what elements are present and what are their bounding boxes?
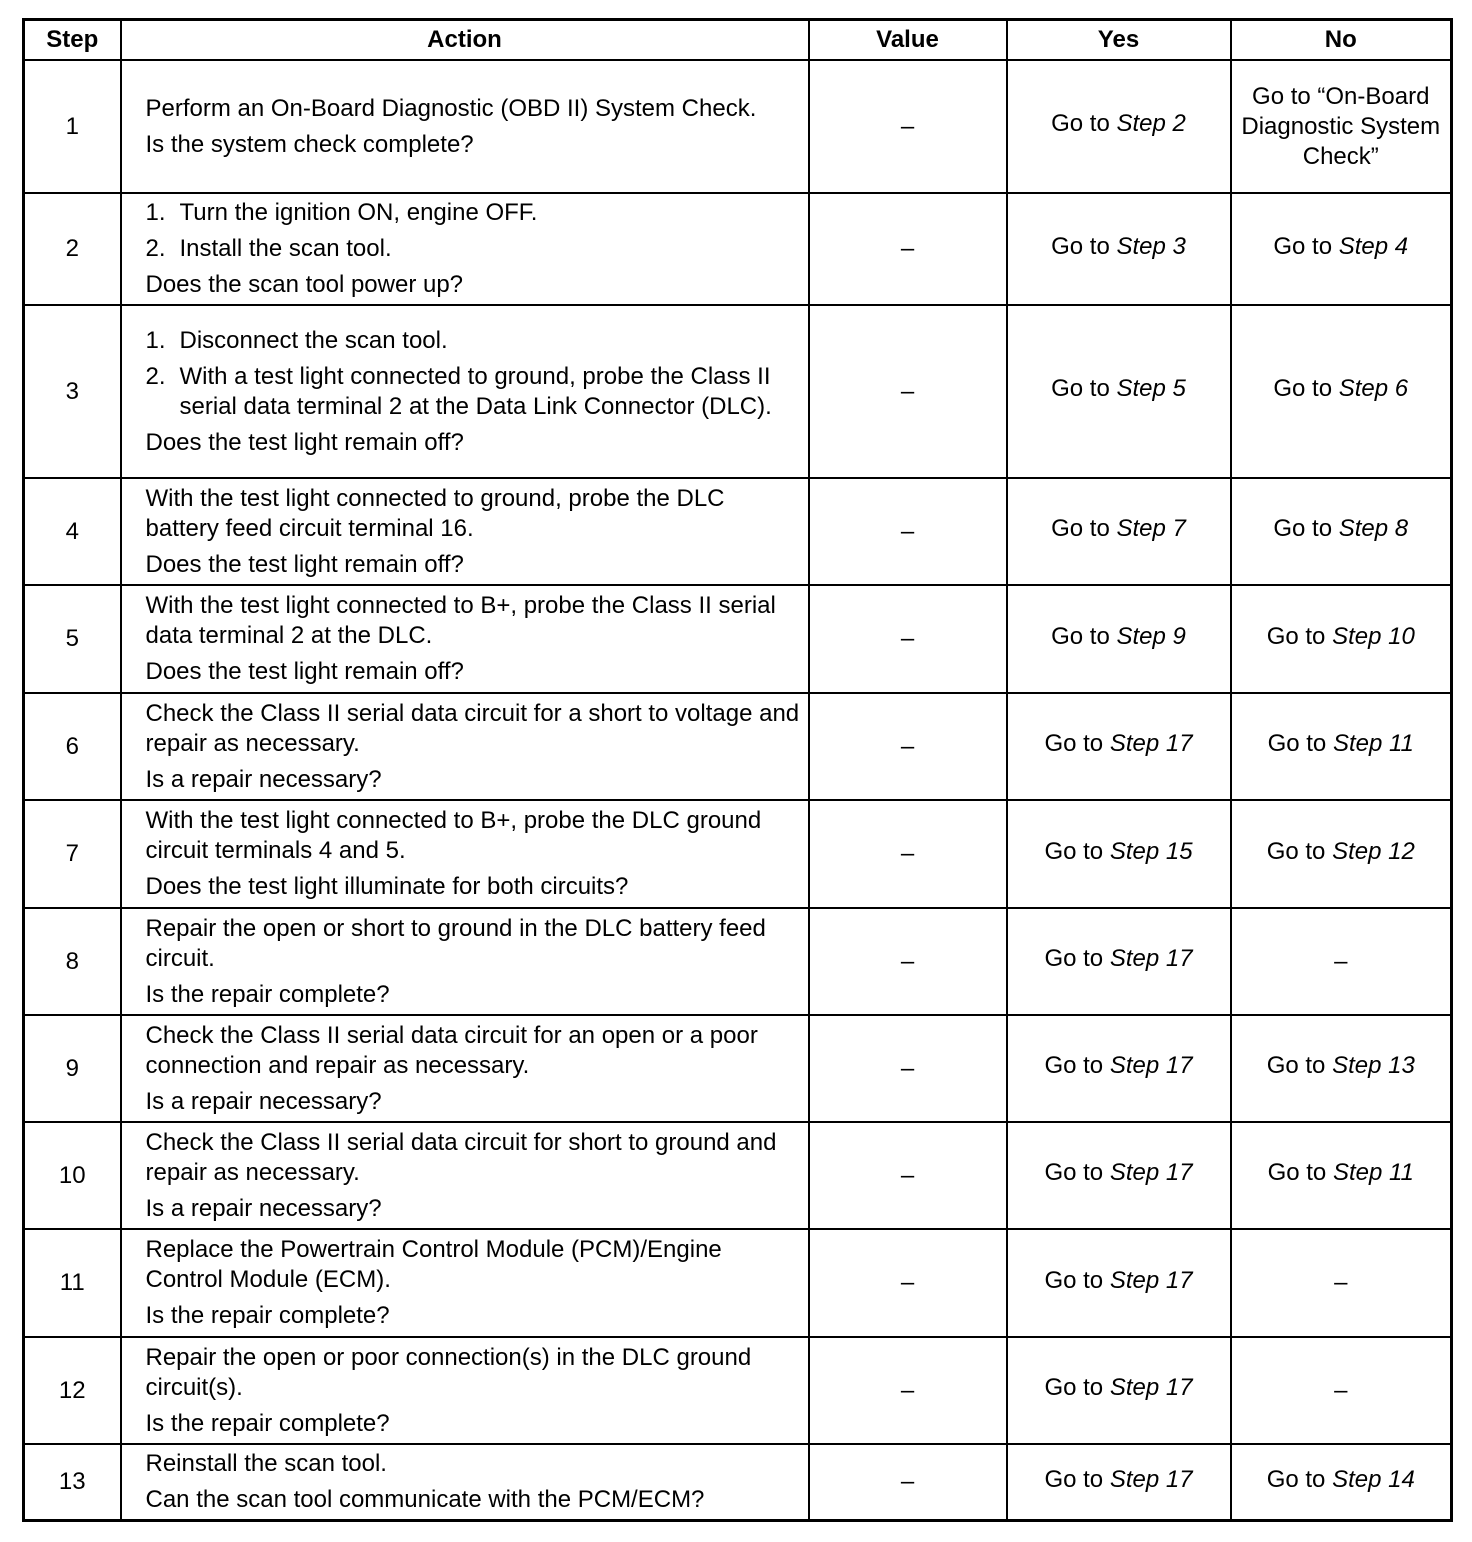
no-cell (1231, 305, 1452, 478)
no-step-link: Step 13 (1332, 1052, 1415, 1079)
step-number: 5 (24, 585, 121, 693)
step-number: 12 (24, 1337, 121, 1444)
header-value: Value (809, 20, 1007, 61)
action-cell (121, 1122, 809, 1229)
yes-cell (1007, 193, 1231, 305)
goto-label: Go to (1266, 622, 1326, 650)
table-row (24, 60, 1452, 193)
yes-cell (1007, 585, 1231, 693)
item-text: Disconnect the scan tool. (179, 326, 448, 354)
no-step-link: Step 14 (1332, 1465, 1415, 1493)
yes-cell (1007, 800, 1231, 908)
table-row (24, 1444, 1452, 1521)
yes-step-link: Step 7 (1116, 515, 1186, 542)
value-cell: – (809, 1122, 1007, 1229)
action-question: Is a repair necessary? (145, 1194, 382, 1222)
action-question: Is a repair necessary? (145, 765, 382, 793)
action-text: Perform an On-Board Diagnostic (OBD II) System Check. (145, 94, 757, 122)
goto-label: Go to (1273, 515, 1333, 542)
yes-step-link: Step 17 (1109, 1374, 1193, 1401)
yes-cell (1007, 478, 1231, 585)
yes-step-link: Step 2 (1116, 110, 1186, 137)
step-number: 10 (24, 1122, 121, 1229)
value-cell: – (809, 1015, 1007, 1122)
yes-step-link: Step 17 (1109, 730, 1193, 757)
goto-label: Go to (1044, 837, 1104, 865)
table-row (24, 585, 1452, 693)
action-cell (121, 585, 809, 693)
yes-step-link: Step 17 (1109, 945, 1193, 972)
goto-label: Go to (1273, 232, 1333, 260)
action-text: Check the Class II serial data circuit for an open or a poor connection and repair as necessary. (145, 1021, 758, 1079)
step-number: 4 (24, 478, 121, 585)
value-cell: – (809, 1229, 1007, 1337)
table-row (24, 1122, 1452, 1229)
yes-step-link: Step 17 (1109, 1465, 1193, 1493)
action-cell (121, 478, 809, 585)
header-no: No (1231, 20, 1452, 61)
action-text: Repair the open or short to ground in the DLC battery feed circuit. (145, 914, 766, 972)
action-list-item (146, 198, 802, 228)
action-question: Does the test light remain off? (145, 658, 464, 685)
action-list-item (146, 362, 802, 422)
yes-cell (1007, 60, 1231, 193)
yes-cell (1007, 1444, 1231, 1521)
yes-step-link: Step 15 (1109, 837, 1193, 865)
table-row (24, 693, 1452, 800)
goto-label: Go to (1051, 515, 1110, 542)
goto-label: Go to (1266, 837, 1326, 865)
action-text: With the test light connected to ground, probe the DLC battery feed circuit terminal 16. (145, 484, 725, 542)
action-question: Is the repair complete? (145, 980, 390, 1008)
value-cell: – (809, 305, 1007, 478)
action-text: Replace the Powertrain Control Module (PCM)/Engine Control Module (ECM). (145, 1236, 722, 1293)
no-cell (1231, 1444, 1452, 1521)
action-question: Does the test light remain off? (145, 428, 464, 456)
goto-label: Go to (1044, 945, 1104, 972)
action-cell (121, 1015, 809, 1122)
item-number: 1. (145, 326, 166, 354)
goto-label: Go to (1044, 1159, 1104, 1186)
action-text: Repair the open or poor connection(s) in the DLC ground circuit(s). (145, 1343, 752, 1401)
action-question: Is the repair complete? (145, 1302, 390, 1329)
yes-cell (1007, 1337, 1231, 1444)
yes-cell (1007, 693, 1231, 800)
action-text: With the test light connected to B+, probe the DLC ground circuit terminals 4 and 5. (145, 807, 762, 864)
step-number: 1 (24, 60, 121, 193)
action-question: Does the test light remain off? (145, 550, 464, 578)
table-row (24, 800, 1452, 908)
item-number: 2. (145, 235, 166, 262)
goto-label: Go to (1051, 375, 1110, 402)
item-text: Install the scan tool. (179, 235, 392, 262)
table-row (24, 193, 1452, 305)
goto-label: Go to (1044, 730, 1104, 757)
goto-label: Go to (1267, 730, 1327, 757)
value-cell: – (809, 193, 1007, 305)
action-cell (121, 60, 809, 193)
header-row (24, 20, 1452, 61)
item-number: 2. (145, 362, 166, 390)
yes-step-link: Step 9 (1116, 622, 1186, 650)
action-cell (121, 800, 809, 908)
no-cell (1231, 478, 1452, 585)
yes-step-link: Step 5 (1116, 375, 1186, 402)
no-cell: – (1231, 908, 1452, 1015)
table-row (24, 1229, 1452, 1337)
action-cell (121, 1229, 809, 1337)
no-step-link: Step 10 (1332, 622, 1415, 650)
goto-label: Go to (1051, 622, 1110, 650)
no-step-link: Step 11 (1332, 1159, 1414, 1186)
header-step: Step (24, 20, 121, 61)
action-cell (121, 693, 809, 800)
yes-step-link: Step 17 (1109, 1266, 1193, 1294)
no-step-link: Step 11 (1332, 730, 1414, 757)
yes-cell (1007, 1229, 1231, 1337)
yes-cell (1007, 1122, 1231, 1229)
goto-label: Go to (1273, 375, 1333, 402)
value-cell: – (809, 585, 1007, 693)
action-question: Is the system check complete? (145, 130, 474, 158)
goto-label: Go to (1267, 1159, 1327, 1186)
goto-label: Go to (1044, 1465, 1104, 1493)
goto-label: Go to (1266, 1465, 1326, 1493)
value-cell: – (809, 1444, 1007, 1521)
action-question: Does the test light illuminate for both circuits? (145, 873, 629, 900)
diagnostic-table (22, 18, 1453, 1522)
item-text: Turn the ignition ON, engine OFF. (179, 199, 538, 226)
yes-cell (1007, 305, 1231, 478)
header-action: Action (121, 20, 809, 61)
table-row (24, 908, 1452, 1015)
action-text: Check the Class II serial data circuit for a short to voltage and repair as necessary. (145, 699, 800, 757)
item-number: 1. (145, 199, 166, 226)
no-cell (1231, 1122, 1452, 1229)
step-number: 3 (24, 305, 121, 478)
action-cell (121, 908, 809, 1015)
table-row (24, 305, 1452, 478)
no-cell (1231, 1015, 1452, 1122)
action-text: With the test light connected to B+, probe the Class II serial data terminal 2 at the DLC. (145, 592, 776, 649)
value-cell: – (809, 60, 1007, 193)
goto-label: Go to (1051, 110, 1110, 137)
action-cell (121, 1444, 809, 1521)
value-cell: – (809, 908, 1007, 1015)
action-cell (121, 1337, 809, 1444)
no-step-link: Step 4 (1338, 232, 1409, 260)
action-cell (121, 305, 809, 478)
no-step-link: Step 6 (1338, 375, 1409, 402)
no-cell (1231, 585, 1452, 693)
goto-label: Go to (1266, 1052, 1326, 1079)
yes-cell (1007, 1015, 1231, 1122)
no-step-link: Step 12 (1332, 837, 1415, 865)
yes-step-link: Step 17 (1109, 1159, 1193, 1186)
goto-label: Go to (1044, 1052, 1104, 1079)
goto-label: Go to (1044, 1266, 1104, 1294)
yes-step-link: Step 17 (1109, 1052, 1193, 1079)
value-cell: – (809, 478, 1007, 585)
goto-label: Go to (1044, 1374, 1104, 1401)
goto-label: Go to (1051, 232, 1110, 260)
action-text: Check the Class II serial data circuit for short to ground and repair as necessary. (145, 1128, 777, 1186)
no-cell (1231, 693, 1452, 800)
action-question: Is a repair necessary? (145, 1087, 382, 1115)
action-question: Does the scan tool power up? (145, 271, 464, 298)
yes-cell (1007, 908, 1231, 1015)
step-number: 11 (24, 1229, 121, 1337)
value-cell: – (809, 693, 1007, 800)
step-number: 7 (24, 800, 121, 908)
table-row (24, 1015, 1452, 1122)
no-cell (1231, 800, 1452, 908)
no-step-link: Step 8 (1338, 515, 1409, 542)
step-number: 2 (24, 193, 121, 305)
action-question: Is the repair complete? (145, 1409, 390, 1437)
no-cell: Go to “On-Board Diagnostic System Check” (1231, 60, 1452, 193)
action-question: Can the scan tool communicate with the PCM/ECM? (145, 1486, 705, 1513)
value-cell: – (809, 1337, 1007, 1444)
action-cell (121, 193, 809, 305)
table-row (24, 1337, 1452, 1444)
action-text: Reinstall the scan tool. (145, 1450, 387, 1477)
step-number: 9 (24, 1015, 121, 1122)
no-cell: – (1231, 1337, 1452, 1444)
step-number: 6 (24, 693, 121, 800)
step-number: 13 (24, 1444, 121, 1521)
value-cell: – (809, 800, 1007, 908)
action-list-item (146, 234, 802, 264)
header-yes: Yes (1007, 20, 1231, 61)
no-cell (1231, 193, 1452, 305)
no-cell: – (1231, 1229, 1452, 1337)
table-row (24, 478, 1452, 585)
item-text: With a test light connected to ground, probe the Class II serial data terminal 2 at the Data Link Connector (DLC). (179, 362, 772, 420)
step-number: 8 (24, 908, 121, 1015)
action-list-item (146, 326, 802, 356)
yes-step-link: Step 3 (1116, 232, 1186, 260)
